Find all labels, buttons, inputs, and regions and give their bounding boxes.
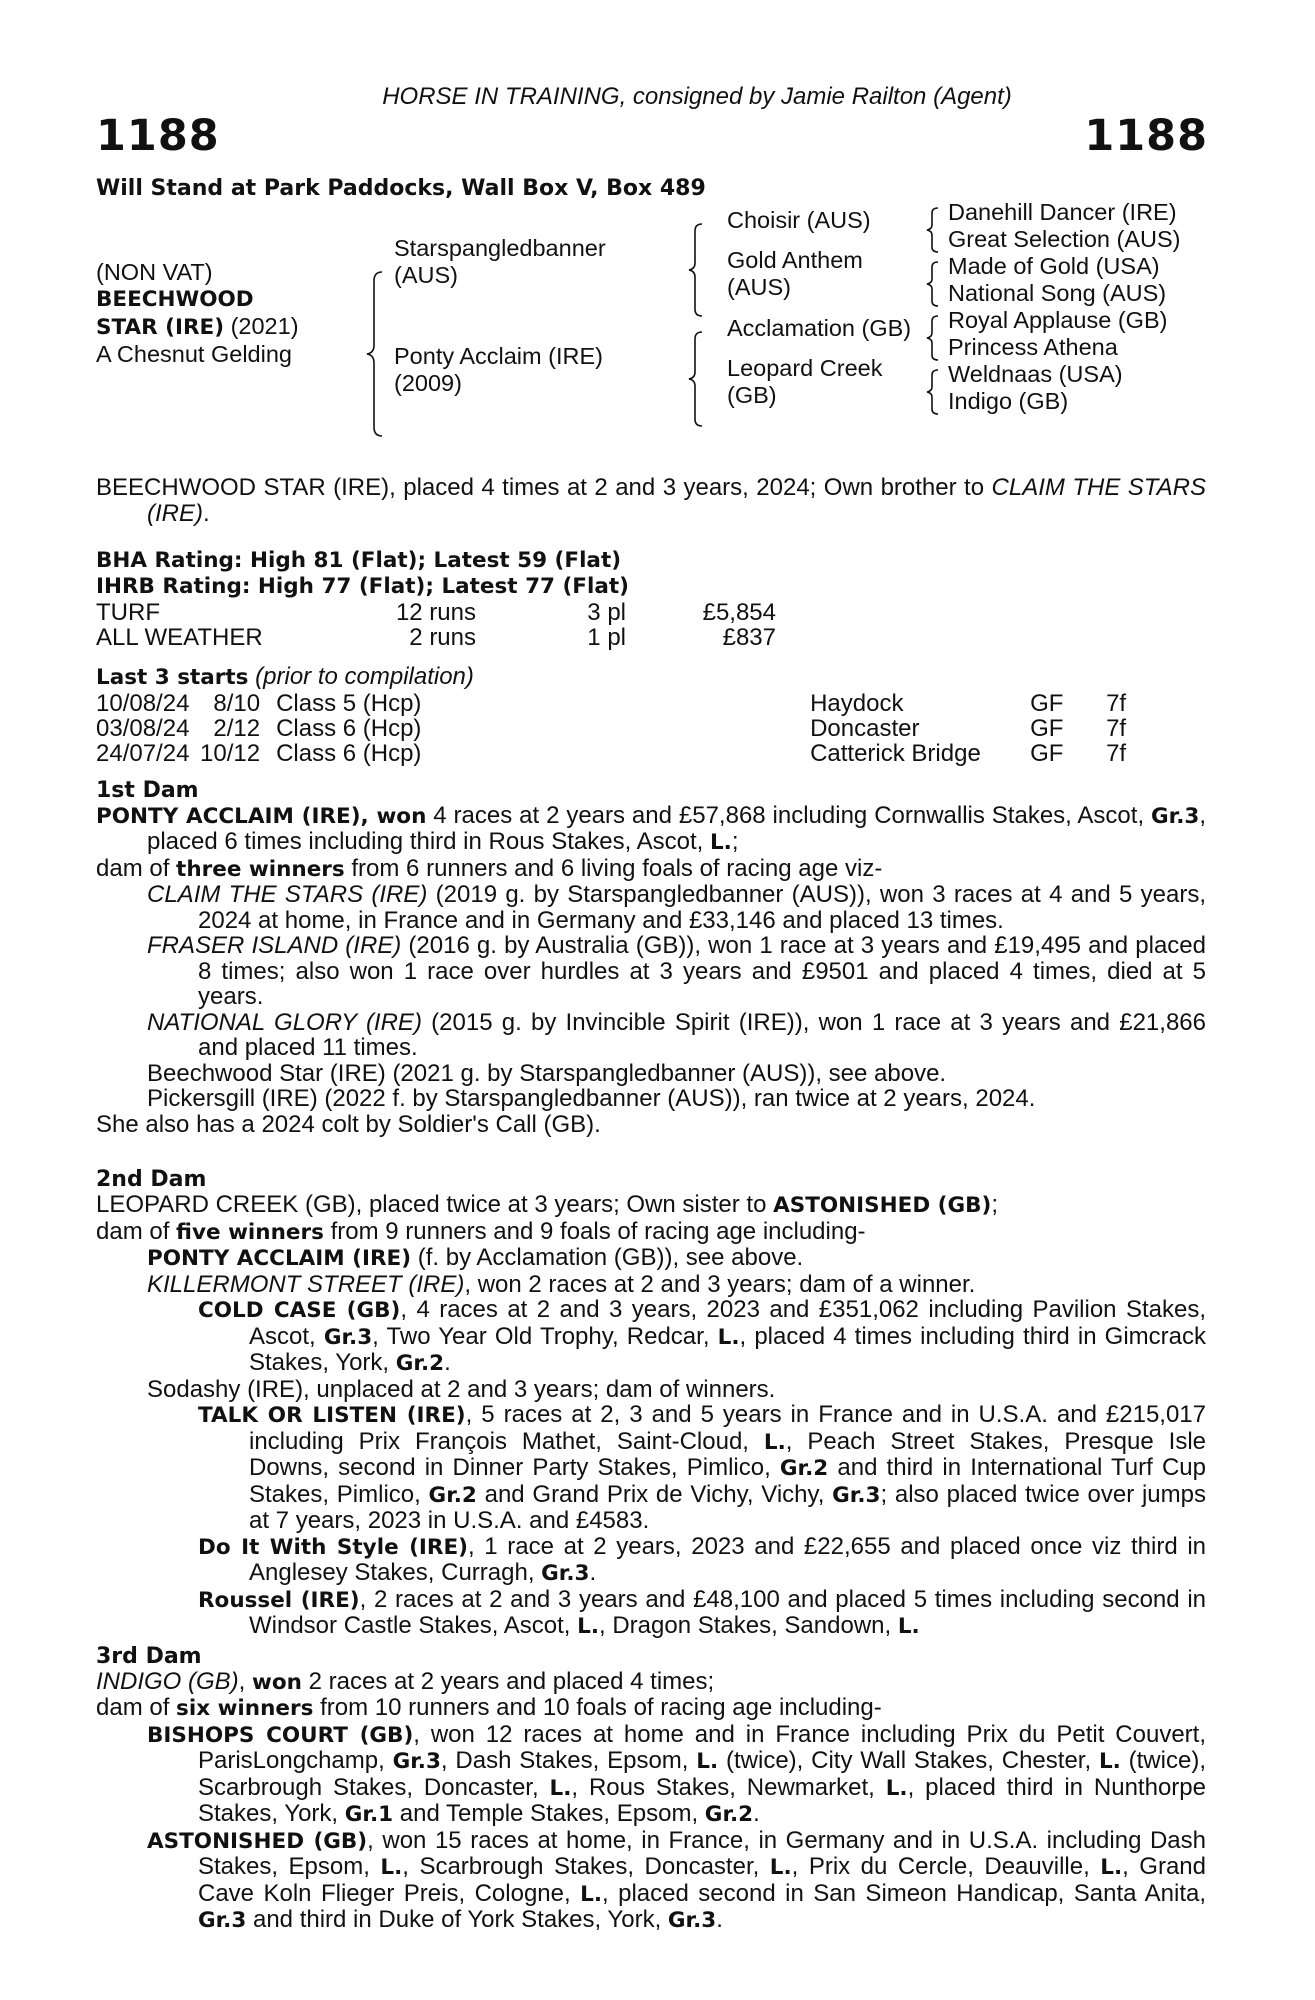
offspring-text: , Peach Street Stakes, Presque Isle Downs, second in Dinner Party Stakes, Pimlico, bbox=[249, 1427, 1206, 1481]
last-starts-block bbox=[96, 664, 1206, 766]
start-going: GF bbox=[1030, 714, 1064, 742]
offspring-text: , placed third in Nunthorpe Stakes, York, bbox=[198, 1773, 1206, 1827]
grade-label: L. bbox=[549, 1775, 572, 1801]
placed-cell: 3 pl bbox=[587, 599, 626, 626]
offspring-text: , Prix du Cercle, Deauville, bbox=[791, 1853, 1101, 1880]
winners-count: six winners bbox=[176, 1696, 314, 1721]
dam-dam-origin: (GB) bbox=[727, 382, 777, 408]
generation1-brace bbox=[366, 271, 384, 437]
brace-ds bbox=[926, 315, 940, 361]
prize-cell: £5,854 bbox=[702, 599, 776, 626]
ihrb-rating: IHRB Rating: High 77 (Flat); Latest 77 (Flat) bbox=[96, 574, 629, 599]
offspring-text: , placed second in San Simeon Handicap, Santa Anita, bbox=[602, 1879, 1207, 1907]
start-distance: 7f bbox=[1106, 739, 1127, 767]
grand-offspring-entry bbox=[96, 1534, 1206, 1587]
offspring-text: . bbox=[444, 1349, 451, 1376]
offspring-text: , 4 races at 2 and 3 years, 2023 and £351,062 including Pavilion Stakes, Ascot, bbox=[249, 1296, 1206, 1350]
last-starts-note: (prior to compilation) bbox=[248, 663, 474, 690]
offspring-text: , Rous Stakes, Newmarket, bbox=[571, 1773, 886, 1801]
offspring-text: ; also placed twice over jumps at 7 years, 2023 in U.S.A. and £4583. bbox=[249, 1480, 1206, 1534]
third-dam-title: 3rd Dam bbox=[96, 1643, 202, 1669]
vat-status: (NON VAT) bbox=[96, 259, 213, 285]
grade-label: Gr.1 bbox=[344, 1802, 394, 1827]
start-going: GF bbox=[1030, 739, 1064, 767]
sister-name: ASTONISHED (GB) bbox=[773, 1193, 992, 1218]
sire-line-brace bbox=[688, 223, 704, 317]
runs-cell: 12 runs bbox=[395, 599, 476, 626]
first-dam-produce bbox=[96, 856, 1206, 883]
table-row bbox=[96, 600, 776, 625]
dam-name: Ponty Acclaim (IRE) bbox=[394, 343, 603, 369]
offspring-name: NATIONAL GLORY (IRE) bbox=[147, 1008, 422, 1036]
sire-dam-dam: National Song (AUS) bbox=[948, 280, 1167, 306]
horse-name-line1: BEECHWOOD bbox=[96, 287, 254, 312]
dam-line-brace bbox=[688, 331, 704, 427]
offspring-name: CLAIM THE STARS (IRE) bbox=[147, 881, 428, 908]
grade-label: Gr.2 bbox=[428, 1482, 477, 1508]
dam-sire-dam: Princess Athena bbox=[948, 334, 1118, 360]
start-date: 24/07/24 bbox=[96, 739, 190, 767]
start-course: Haydock bbox=[810, 689, 904, 717]
offspring-entry bbox=[96, 1245, 1206, 1272]
produce-text: dam of bbox=[96, 854, 177, 882]
sire bbox=[394, 235, 606, 289]
summary-brother: CLAIM THE STARS (IRE) bbox=[147, 474, 1206, 527]
start-race: Class 5 (Hcp) bbox=[276, 689, 422, 717]
horse-summary bbox=[96, 475, 1206, 526]
grade-label: Gr.3 bbox=[832, 1482, 881, 1508]
start-position: 8/10 bbox=[213, 689, 261, 717]
grade-label: Gr.2 bbox=[395, 1351, 445, 1376]
summary-text: BEECHWOOD STAR (IRE), placed 4 times at 2 and 3 years, 2024; Own brother to bbox=[96, 474, 992, 501]
second-dam-title: 2nd Dam bbox=[96, 1167, 207, 1192]
start-position: 10/12 bbox=[200, 739, 261, 767]
offspring-name: PONTY ACCLAIM (IRE) bbox=[147, 1246, 412, 1271]
dam-sire-sire: Royal Applause (GB) bbox=[948, 307, 1168, 333]
offspring-name: KILLERMONT STREET (IRE) bbox=[147, 1270, 465, 1298]
offspring-entry bbox=[96, 1828, 1206, 1934]
horse-description: A Chesnut Gelding bbox=[96, 341, 292, 367]
sire-sire: Choisir (AUS) bbox=[727, 207, 871, 233]
offspring-name: COLD CASE (GB) bbox=[198, 1298, 401, 1323]
dam-dam-sire: Weldnaas (USA) bbox=[948, 361, 1123, 387]
brace-dd bbox=[926, 369, 940, 415]
offspring-name: BISHOPS COURT (GB) bbox=[147, 1722, 414, 1748]
placed-cell: 1 pl bbox=[587, 624, 626, 651]
offspring-entry bbox=[96, 1272, 1206, 1298]
dam-dam bbox=[727, 355, 882, 409]
first-dam-record bbox=[96, 803, 1206, 856]
record-text: , placed 6 times including third in Rous Stakes, Ascot, bbox=[147, 801, 1207, 855]
sire-name: Starspangledbanner bbox=[394, 235, 606, 261]
summary-end: . bbox=[203, 499, 210, 527]
start-distance: 7f bbox=[1106, 689, 1127, 717]
start-race: Class 6 (Hcp) bbox=[276, 714, 422, 742]
grade-label: L. bbox=[696, 1749, 719, 1774]
offspring-text: , Dragon Stakes, Sandown, bbox=[599, 1612, 898, 1639]
offspring-text: , Dash Stakes, Epsom, bbox=[440, 1747, 697, 1774]
offspring-name: Do It With Style (IRE) bbox=[198, 1534, 468, 1560]
won-label: , won bbox=[360, 803, 427, 829]
grade-label: Gr.2 bbox=[704, 1802, 754, 1827]
offspring-text: (twice), Scarbrough Stakes, Doncaster, bbox=[198, 1747, 1206, 1801]
first-dam-note: She also has a 2024 colt by Soldier's Call (GB). bbox=[96, 1110, 601, 1138]
grade-label: L. bbox=[763, 1429, 786, 1455]
offspring-name: TALK OR LISTEN (IRE) bbox=[198, 1403, 466, 1428]
lot-row bbox=[96, 110, 1206, 162]
surface-cell: TURF bbox=[96, 599, 160, 626]
offspring-text: , 1 race at 2 years, 2023 and £22,655 and placed once viz third in Anglesey Stakes, Curragh, bbox=[249, 1532, 1206, 1586]
grand-offspring-entry bbox=[96, 1297, 1206, 1377]
start-date: 10/08/24 bbox=[96, 689, 190, 717]
offspring-text: , 5 races at 2, 3 and 5 years in France and in U.S.A. and £215,017 including Prix François Mathet, Saint-Cloud, bbox=[249, 1401, 1206, 1455]
grade-label: Gr.3 bbox=[323, 1324, 373, 1350]
dam-year: (2009) bbox=[394, 370, 462, 396]
grade-label: Gr.2 bbox=[779, 1456, 829, 1481]
horse-identity bbox=[96, 259, 299, 368]
offspring-text: and third in International Turf Cup Stakes, Pimlico, bbox=[249, 1454, 1206, 1508]
second-dam-section bbox=[96, 1167, 1206, 1640]
grand-offspring-entry bbox=[96, 1402, 1206, 1534]
lot-number-right: 1188 bbox=[1084, 110, 1208, 161]
grade-label: L. bbox=[717, 1324, 740, 1350]
grade-label: L. bbox=[380, 1855, 403, 1880]
last-starts-title: Last 3 starts bbox=[96, 665, 249, 690]
dam bbox=[394, 343, 603, 397]
offspring-name: Roussel (IRE) bbox=[198, 1587, 360, 1613]
winners-count: five winners bbox=[176, 1219, 324, 1245]
second-dam-record bbox=[96, 1192, 1206, 1219]
grade-label: L. bbox=[769, 1855, 792, 1880]
table-row bbox=[96, 691, 1156, 716]
grade-label: L. bbox=[577, 1614, 599, 1639]
offspring-text: and Grand Prix de Vichy, Vichy, bbox=[476, 1480, 833, 1508]
first-dam-title: 1st Dam bbox=[96, 777, 199, 803]
table-row bbox=[96, 716, 1156, 741]
offspring-entry bbox=[96, 1722, 1206, 1828]
offspring-entry bbox=[96, 933, 1206, 1010]
offspring-entry: Beechwood Star (IRE) (2021 g. by Starspangledbanner (AUS)), see above. bbox=[147, 1059, 947, 1087]
table-row bbox=[96, 741, 1156, 766]
grade-label: L. bbox=[885, 1775, 908, 1801]
horse-year: (2021) bbox=[224, 313, 299, 339]
table-row bbox=[96, 625, 776, 650]
bha-rating: BHA Rating: High 81 (Flat); Latest 59 (Flat) bbox=[96, 548, 622, 573]
grade-label: Gr.3 bbox=[667, 1908, 717, 1933]
record-text: LEOPARD CREEK (GB), placed twice at 3 years; Own sister to bbox=[96, 1191, 774, 1218]
first-dam-section bbox=[96, 778, 1206, 1138]
ratings-block bbox=[96, 548, 1206, 650]
consignment-heading: HORSE IN TRAINING, consigned by Jamie Railton (Agent) bbox=[382, 83, 1012, 110]
offspring-text: (2016 g. by Australia (GB)), won 1 race at 3 years and £19,495 and placed 8 times; also won 1 race over hurdles at 3 years and £9501 and placed 4 times, died at 5 years. bbox=[198, 932, 1207, 1010]
first-dam-name: PONTY ACCLAIM (IRE) bbox=[96, 803, 361, 829]
offspring-text: , Two Year Old Trophy, Redcar, bbox=[372, 1322, 718, 1350]
race-record-table bbox=[96, 600, 776, 650]
offspring-text: (2019 g. by Starspangledbanner (AUS)), won 3 races at 4 and 5 years, 2024 at home, in France and in Germany and £33,146 and placed 13 times. bbox=[198, 881, 1206, 934]
third-dam-section bbox=[96, 1644, 1206, 1934]
offspring-text: (2015 g. by Invincible Spirit (IRE)), won 1 race at 3 years and £21,866 and placed 11 times. bbox=[198, 1008, 1206, 1061]
sire-origin: (AUS) bbox=[394, 262, 458, 288]
sire-dam bbox=[727, 247, 863, 301]
offspring-entry bbox=[96, 882, 1206, 933]
grade-label: L. bbox=[1098, 1749, 1121, 1774]
record-text: 2 races at 2 years and placed 4 times; bbox=[301, 1667, 715, 1695]
third-dam-produce bbox=[96, 1695, 1206, 1722]
sire-sire-dam: Great Selection (AUS) bbox=[948, 226, 1181, 252]
start-going: GF bbox=[1030, 689, 1064, 717]
grade-label: Gr.3 bbox=[198, 1908, 247, 1933]
offspring-text: , won 2 races at 2 and 3 years; dam of a winner. bbox=[464, 1270, 976, 1298]
offspring-text: , won 15 races at home, in France, in Germany and in U.S.A. including Dash Stakes, Epsom, bbox=[198, 1826, 1206, 1880]
grade-label: Gr.3 bbox=[392, 1749, 441, 1774]
sire-sire-sire: Danehill Dancer (IRE) bbox=[948, 199, 1177, 225]
start-distance: 7f bbox=[1106, 714, 1127, 742]
pedigree-chart bbox=[96, 199, 1206, 447]
dam-dam-dam: Indigo (GB) bbox=[948, 388, 1069, 414]
sire-dam-sire: Made of Gold (USA) bbox=[948, 253, 1160, 279]
brace-sd bbox=[926, 261, 940, 307]
record-text: ; bbox=[991, 1191, 999, 1218]
lot-number-left: 1188 bbox=[96, 110, 220, 161]
runs-cell: 2 runs bbox=[409, 624, 476, 651]
grade-label: Gr.3 bbox=[1151, 803, 1200, 829]
dam-sire: Acclamation (GB) bbox=[727, 315, 912, 341]
offspring-text: and third in Duke of York Stakes, York, bbox=[246, 1906, 668, 1933]
start-course: Catterick Bridge bbox=[810, 739, 981, 767]
produce-text: from 6 runners and 6 living foals of racing age viz- bbox=[344, 854, 883, 882]
last-starts-table bbox=[96, 691, 1156, 766]
offspring-entry: Pickersgill (IRE) (2022 f. by Starspangledbanner (AUS)), ran twice at 2 years, 2024. bbox=[147, 1085, 1036, 1112]
won-label: won bbox=[252, 1669, 302, 1695]
offspring-entry: Sodashy (IRE), unplaced at 2 and 3 years; dam of winners. bbox=[147, 1375, 776, 1403]
produce-text: from 9 runners and 9 foals of racing age including- bbox=[323, 1217, 866, 1245]
start-position: 2/12 bbox=[213, 714, 261, 742]
offspring-text: . bbox=[589, 1559, 597, 1586]
record-text: ; bbox=[731, 828, 739, 855]
start-date: 03/08/24 bbox=[96, 714, 190, 742]
start-race: Class 6 (Hcp) bbox=[276, 739, 422, 767]
record-text: 4 races at 2 years and £57,868 including Cornwallis Stakes, Ascot, bbox=[426, 801, 1152, 829]
dam-dam-name: Leopard Creek bbox=[727, 355, 883, 381]
record-text: , bbox=[238, 1667, 253, 1695]
start-course: Doncaster bbox=[810, 714, 920, 742]
surface-cell: ALL WEATHER bbox=[96, 624, 263, 651]
sire-dam-name: Gold Anthem bbox=[727, 247, 863, 273]
offspring-name: ASTONISHED (GB) bbox=[147, 1828, 368, 1854]
prize-cell: £837 bbox=[722, 624, 776, 651]
second-dam-produce bbox=[96, 1219, 1206, 1246]
offspring-text: . bbox=[716, 1906, 723, 1933]
winners-count: three winners bbox=[176, 856, 345, 882]
third-dam-record bbox=[96, 1669, 1206, 1696]
offspring-text: (f. by Acclamation (GB)), see above. bbox=[411, 1244, 804, 1271]
offspring-text: (twice), City Wall Stakes, Chester, bbox=[718, 1747, 1099, 1774]
offspring-text: , Grand Cave Koln Flieger Preis, Cologne, bbox=[198, 1853, 1206, 1907]
sire-dam-origin: (AUS) bbox=[727, 274, 791, 300]
brace-ss bbox=[926, 207, 940, 253]
horse-name-line2: STAR (IRE) bbox=[96, 315, 225, 340]
offspring-entry bbox=[96, 1010, 1206, 1061]
grade-label: Gr.3 bbox=[541, 1561, 590, 1586]
stand-location: Will Stand at Park Paddocks, Wall Box V, Box 489 bbox=[96, 175, 706, 201]
offspring-name: FRASER ISLAND (IRE) bbox=[147, 932, 402, 959]
third-dam-name: INDIGO (GB) bbox=[96, 1667, 239, 1695]
offspring-text: , placed 4 times including third in Gimcrack Stakes, York, bbox=[249, 1322, 1207, 1376]
offspring-text: , Scarbrough Stakes, Doncaster, bbox=[402, 1853, 770, 1880]
offspring-text: , won 12 races at home and in France including Prix du Petit Couvert, ParisLongchamp, bbox=[198, 1720, 1207, 1774]
produce-text: dam of bbox=[96, 1694, 177, 1721]
offspring-text: , 2 races at 2 and 3 years and £48,100 and placed 5 times including second in Windsor Castle Stakes, Ascot, bbox=[249, 1585, 1206, 1639]
produce-text: dam of bbox=[96, 1217, 177, 1245]
grade-label: L. bbox=[580, 1881, 602, 1907]
catalogue-page bbox=[96, 84, 1206, 1934]
offspring-text: and Temple Stakes, Epsom, bbox=[393, 1800, 705, 1827]
grade-label: L. bbox=[1100, 1855, 1123, 1880]
grade-label: L. bbox=[709, 830, 732, 855]
offspring-text: . bbox=[753, 1800, 760, 1827]
produce-text: from 10 runners and 10 foals of racing age including- bbox=[313, 1694, 882, 1721]
grand-offspring-entry bbox=[96, 1587, 1206, 1640]
grade-label: L. bbox=[897, 1614, 920, 1639]
